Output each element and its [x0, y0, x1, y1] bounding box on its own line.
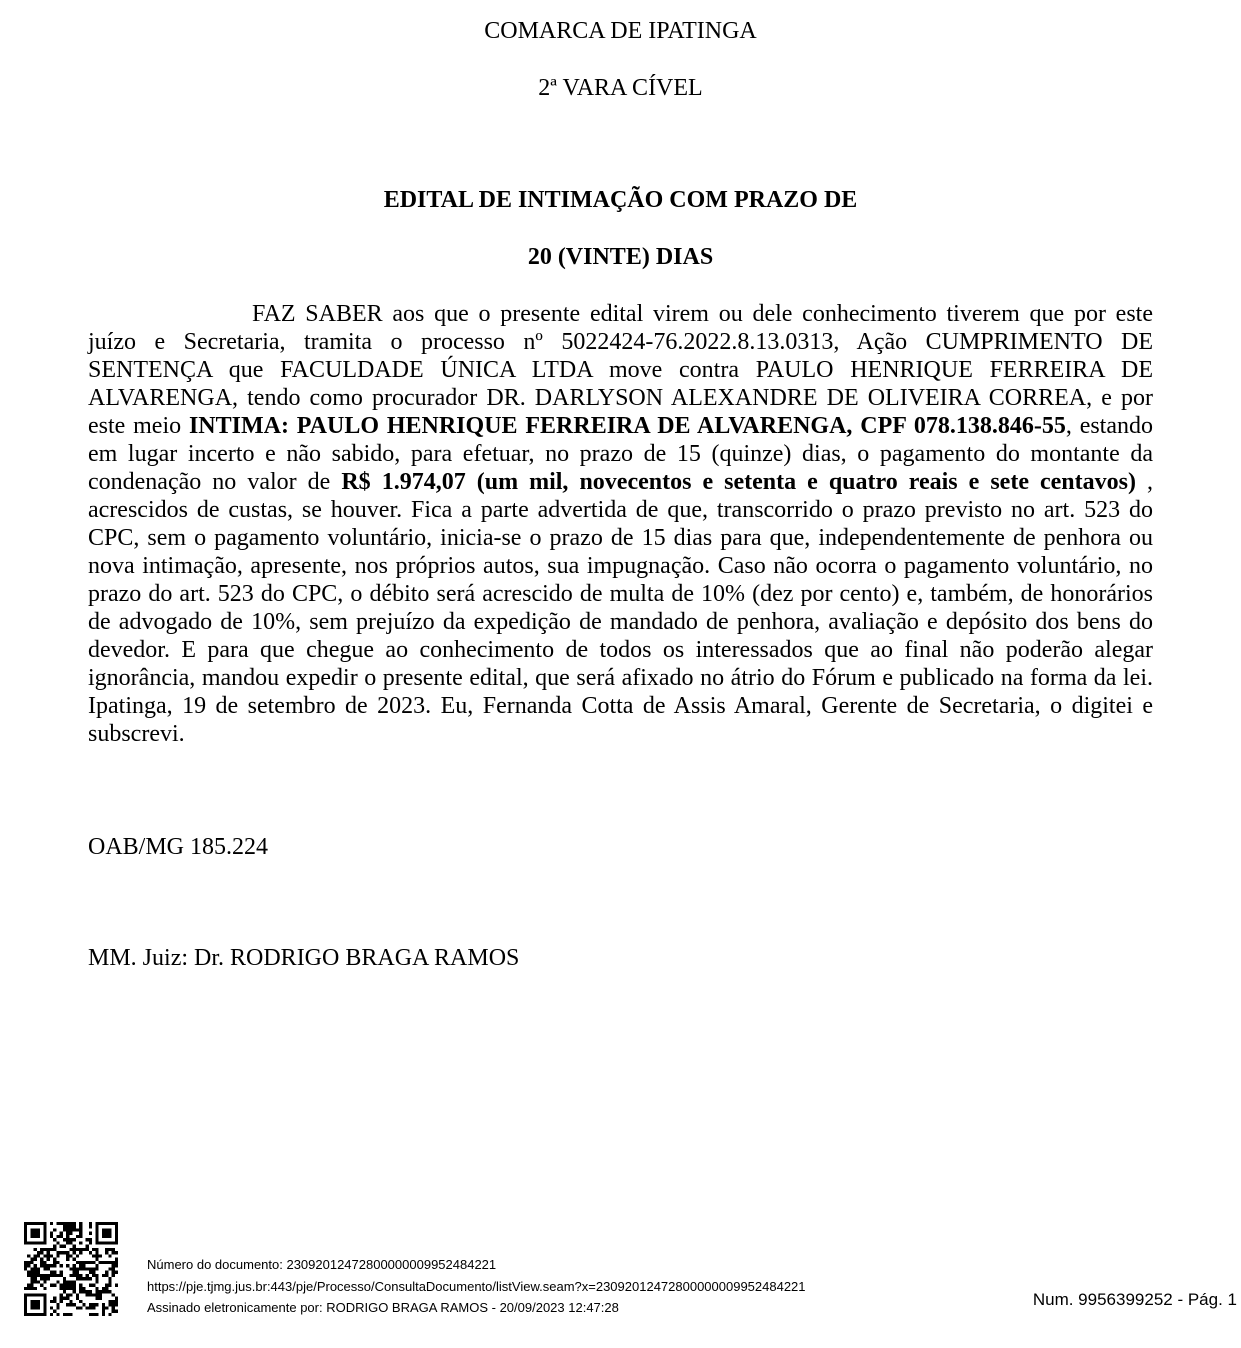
- qr-code: [24, 1222, 118, 1316]
- court-name: COMARCA DE IPATINGA: [484, 18, 757, 44]
- oab-registration: OAB/MG 185.224: [88, 834, 269, 860]
- edict-title-line-1: EDITAL DE INTIMAÇÃO COM PRAZO DE: [383, 187, 858, 213]
- payment-amount: R$ 1.974,07 (um mil, novecentos e setenta e quatro reais e sete centavos): [341, 469, 1136, 495]
- body-text-part-1: FAZ SABER aos que o presente edital virem ou dele conhecimento tiverem que por este juízo e Secretaria, tramita o processo nº 5022424-76.2022.8.13.0313, Ação CUMPRIMENTO DE SENTENÇA que FACULDADE ÚNICA LTDA move contra PAULO HENRIQUE FERREIRA DE ALVARENGA, tendo como procurador DR. DARLYSON ALEXANDRE DE OLIVEIRA CORREA, e por este meio: [88, 301, 1153, 439]
- body-text-part-3: , acrescidos de custas, se houver. Fica a parte advertida de que, transcorrido o prazo previsto no art. 523 do CPC, sem o pagamento voluntário, inicia-se o prazo de 15 dias para que, independentemente de penhora ou nova intimação, apresente, nos próprios autos, sua impugnação. Caso não ocorra o pagamento voluntário, no prazo do art. 523 do CPC, o débito será acrescido de multa de 10% (dez por cento) e, também, de honorários de advogado de 10%, sem prejuízo da expedição de mandado de penhora, avaliação e depósito dos bens do devedor. E para que chegue ao conhecimento de todos os interessados que ao final não poderão alegar ignorância, mandou expedir o presente edital, que será afixado no átrio do Fórum e publicado na forma da lei. Ipatinga, 19 de setembro de 2023. Eu, Fernanda Cotta de Assis Amaral, Gerente de Secretaria, o digitei e subscrevi.: [88, 469, 1154, 747]
- document-url[interactable]: https://pje.tjmg.jus.br:443/pje/Processo/ConsultaDocumento/listView.seam?x=23092012472800000009952484221: [147, 1279, 806, 1294]
- edict-title-line-2: 20 (VINTE) DIAS: [527, 244, 714, 270]
- summons-target: INTIMA: PAULO HENRIQUE FERREIRA DE ALVARENGA, CPF 078.138.846-55: [188, 413, 1066, 439]
- judge-name: MM. Juiz: Dr. RODRIGO BRAGA RAMOS: [88, 945, 520, 971]
- body-text-part-2: , estando em lugar incerto e não sabido, para efetuar, no prazo de 15 (quinze) dias, o pagamento do montante da condenação no valor de: [88, 413, 1154, 495]
- page-number: Num. 9956399252 - Pág. 1: [1032, 1290, 1237, 1309]
- court-division: 2ª VARA CÍVEL: [538, 75, 703, 101]
- document-number: Número do documento: 23092012472800000009952484221: [147, 1257, 497, 1272]
- edict-body: [88, 300, 1153, 748]
- electronic-signature: Assinado eletronicamente por: RODRIGO BRAGA RAMOS - 20/09/2023 12:47:28: [147, 1300, 619, 1315]
